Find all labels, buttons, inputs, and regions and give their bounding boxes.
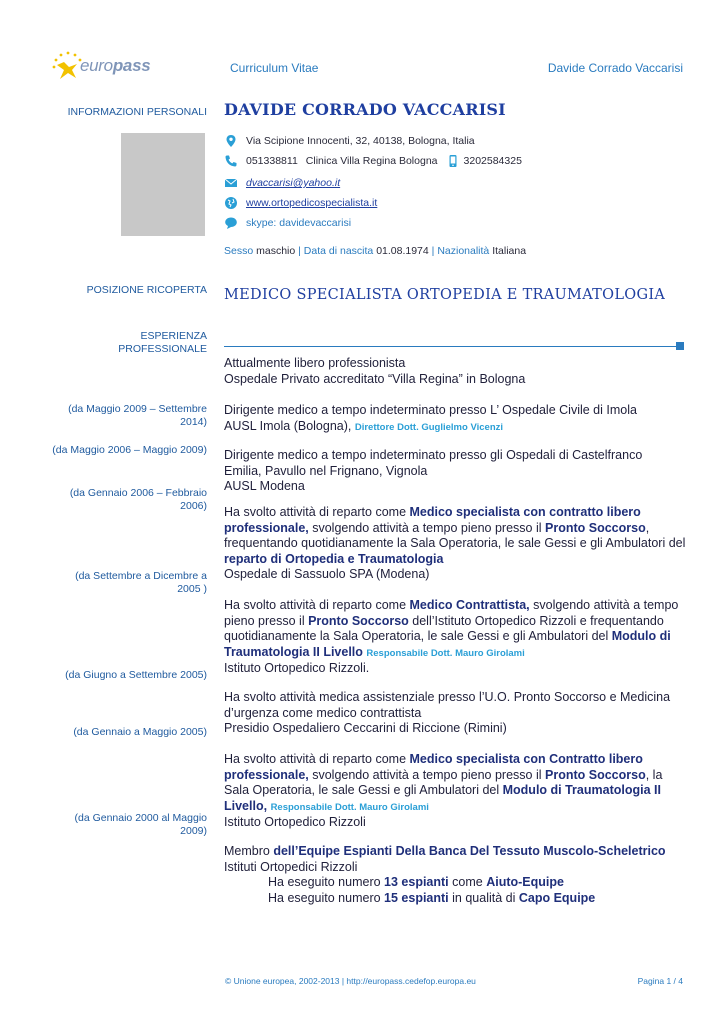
- entry-0-date-line2: 2014): [180, 416, 207, 428]
- entry-3-date-line2: 2005 ): [177, 583, 207, 595]
- footer-page-number: Pagina 1 / 4: [637, 976, 683, 986]
- website-row: [224, 196, 377, 210]
- entry-4-institution: Presidio Ospedaliero Ceccarini di Riccione (Rimini): [224, 721, 507, 735]
- entry-6-sub2-d: Capo Equipe: [518, 890, 596, 905]
- entry-2-text2: svolgendo attività a tempo pieno presso il: [308, 520, 545, 535]
- entry-1-line3: AUSL Modena: [224, 479, 305, 493]
- entry-2-text3: , frequentando quotidianamente la Sala Operatoria, le sale Gessi e gli Ambulatori del: [224, 520, 686, 550]
- photo-placeholder: [121, 133, 205, 236]
- entry-6-text1: Membro: [224, 844, 274, 858]
- experience-entry-0: [224, 403, 689, 435]
- current-position: [224, 356, 689, 387]
- entry-0-date-line1: (da Maggio 2009 – Settembre: [68, 403, 207, 415]
- phone-icon: [224, 154, 238, 168]
- entry-5-text3: , la Sala Operatoria, le sale Gessi e gli Ambulatori del: [224, 767, 663, 797]
- experience-label: [118, 330, 207, 356]
- entry-2-date-line2: 2006): [180, 500, 207, 512]
- entry-6-sub2-b: 15 espianti: [384, 890, 449, 905]
- entry-3-text3: dell’Istituto Ortopedico Rizzoli e frequentando quotidianamente la Sala Operatoria, le sale Gessi e gli Ambulatori del: [224, 613, 664, 643]
- address-row: [224, 134, 475, 148]
- email-link[interactable]: dvaccarisi@yahoo.it: [246, 177, 341, 189]
- entry-6-bold1: dell’Equipe Espianti Della Banca Del Tessuto Muscolo-Scheletrico: [273, 844, 666, 858]
- entry-3-date-line1: (da Settembre a Dicembre a: [75, 570, 207, 582]
- entry-0-date: [68, 403, 207, 429]
- position-label: POSIZIONE RICOPERTA: [86, 284, 207, 296]
- full-name: DAVIDE CORRADO VACCARISI: [224, 100, 506, 119]
- entry-1-line1: Dirigente medico a tempo indeterminato presso gli Ospedali di Castelfranco: [224, 448, 643, 462]
- separator-2: |: [431, 245, 435, 257]
- birth-label: Data di nascita: [303, 245, 374, 257]
- entry-6-date: [74, 812, 207, 838]
- entry-0-line1: Dirigente medico a tempo indeterminato presso L’ Ospedale Civile di Imola: [224, 403, 637, 417]
- entry-2-date-line1: (da Gennaio 2006 – Febbraio: [69, 487, 207, 499]
- experience-entry-4: [224, 690, 689, 737]
- separator-1: |: [298, 245, 301, 257]
- personal-info-label: INFORMAZIONI PERSONALI: [67, 106, 207, 118]
- entry-6-sub1-a: Ha eseguito numero: [268, 875, 385, 889]
- entry-6-sub1-d: Aiuto-Equipe: [486, 875, 564, 889]
- experience-entry-5: [224, 752, 689, 831]
- experience-label-line2: PROFESSIONALE: [118, 343, 207, 355]
- entry-3-date: [75, 570, 207, 596]
- sex-label: Sesso: [224, 245, 254, 257]
- entry-1-date-line1: (da Maggio 2006 – Maggio 2009): [52, 444, 207, 456]
- entry-2-bold1: Medico specialista con contratto libero professionale,: [224, 505, 641, 535]
- entry-5-text1: Ha svolto attività di reparto come: [224, 752, 410, 766]
- section-divider: [224, 346, 676, 347]
- entry-6-date-line1: (da Gennaio 2000 al Maggio: [74, 812, 207, 824]
- header-owner-name: Davide Corrado Vaccarisi: [547, 61, 683, 75]
- mobile-phone-icon: [446, 154, 460, 168]
- entry-3-bold3: Modulo di Traumatologia II Livello: [224, 629, 671, 659]
- personal-details-line: [224, 245, 526, 257]
- logo-text-light: euro: [80, 56, 113, 75]
- footer-copyright: © Unione europea, 2002-2013 | http://europass.cedefop.europa.eu: [225, 976, 476, 986]
- entry-5-bold1: Medico specialista con Contratto libero professionale,: [224, 752, 643, 782]
- phone-number: 051338811: [246, 155, 298, 167]
- entry-6-sub2: [224, 891, 689, 907]
- experience-entry-3: [224, 598, 689, 677]
- entry-2-bold3: reparto di Ortopedia e Traumatologia: [224, 551, 444, 566]
- skype-row: [224, 216, 351, 230]
- nationality-value: Italiana: [492, 245, 527, 257]
- position-title: MEDICO SPECIALISTA ORTOPEDIA E TRAUMATOLOGIA: [224, 287, 666, 303]
- europass-logo: [50, 50, 160, 90]
- entry-6-institution: Istituti Ortopedici Rizzoli: [224, 859, 358, 874]
- entry-5-bold3: Modulo di Traumatologia II Livello,: [224, 783, 661, 813]
- entry-0-director: Direttore Dott. Guglielmo Vicenzi: [354, 421, 504, 433]
- entry-3-director: Responsabile Dott. Mauro Girolami: [366, 647, 525, 659]
- entry-4-date-line1: (da Giugno a Settembre 2005): [65, 669, 207, 681]
- entry-5-text2: svolgendo attività a tempo pieno presso il: [308, 767, 545, 782]
- entry-5-institution: Istituto Ortopedico Rizzoli: [224, 815, 366, 829]
- entry-2-institution: Ospedale di Sassuolo SPA (Modena): [224, 567, 430, 581]
- skype-handle: skype: davidevaccarisi: [246, 217, 352, 229]
- entry-6-sub1-b: 13 espianti: [384, 875, 449, 889]
- email-icon: [224, 176, 238, 190]
- entry-5-date-line1: (da Gennaio a Maggio 2005): [73, 726, 207, 738]
- entry-5-director: Responsabile Dott. Mauro Girolami: [270, 801, 429, 813]
- entry-2-bold2: Pronto Soccorso: [545, 520, 646, 535]
- experience-entry-1: [224, 448, 689, 495]
- nationality-label: Nazionalità: [437, 245, 490, 257]
- entry-2-date: [70, 487, 207, 513]
- entry-3-text1: Ha svolto attività di reparto come: [224, 598, 410, 612]
- header-cv-label: Curriculum Vitae: [230, 61, 319, 75]
- entry-1-line2: Emilia, Pavullo nel Frignano, Vignola: [224, 463, 428, 478]
- chat-bubble-icon: [224, 216, 238, 230]
- mobile-number: 3202584325: [463, 155, 522, 167]
- experience-entry-6: [224, 844, 689, 906]
- entry-6-sub1: [224, 875, 689, 891]
- entry-6-sub2-a: Ha eseguito numero: [268, 890, 385, 905]
- website-link[interactable]: www.ortopedicospecialista.it: [246, 197, 378, 209]
- entry-1-date: [52, 444, 207, 457]
- email-row: [224, 176, 340, 190]
- experience-entry-2: [224, 505, 689, 583]
- entry-2-text1: Ha svolto attività di reparto come: [224, 505, 410, 519]
- entry-3-institution: Istituto Ortopedico Rizzoli.: [224, 661, 370, 675]
- entry-6-sub1-c: come: [448, 875, 487, 889]
- globe-icon: [224, 196, 238, 210]
- location-pin-icon: [224, 134, 238, 148]
- logo-text-bold: pass: [112, 56, 151, 75]
- phone-row: [224, 154, 522, 168]
- birth-value: 01.08.1974: [376, 245, 429, 257]
- current-line1: Attualmente libero professionista: [224, 356, 406, 370]
- entry-3-bold2: Pronto Soccorso: [308, 613, 409, 628]
- section-divider-marker: [676, 342, 684, 350]
- phone-note: Clinica Villa Regina Bologna: [305, 155, 438, 167]
- sex-value: maschio: [256, 245, 296, 257]
- entry-3-text2: svolgendo attività a tempo pieno presso il: [224, 598, 679, 628]
- entry-5-bold2: Pronto Soccorso: [545, 767, 646, 782]
- entry-6-date-line2: 2009): [180, 825, 207, 837]
- entry-4-date: [65, 669, 207, 682]
- experience-label-line1: ESPERIENZA: [140, 330, 207, 342]
- entry-3-bold1: Medico Contrattista,: [409, 598, 530, 612]
- current-line2: Ospedale Privato accreditato “Villa Regina” in Bologna: [224, 371, 526, 386]
- entry-6-sub2-c: in qualità di: [448, 890, 519, 905]
- entry-0-line2: AUSL Imola (Bologna),: [224, 418, 352, 433]
- entry-4-text1: Ha svolto attività medica assistenziale presso l’U.O. Pronto Soccorso e Medicina d’urgenza come medico contrattista: [224, 690, 671, 720]
- address-text: Via Scipione Innocenti, 32, 40138, Bologna, Italia: [246, 135, 475, 147]
- entry-5-date: [73, 726, 207, 739]
